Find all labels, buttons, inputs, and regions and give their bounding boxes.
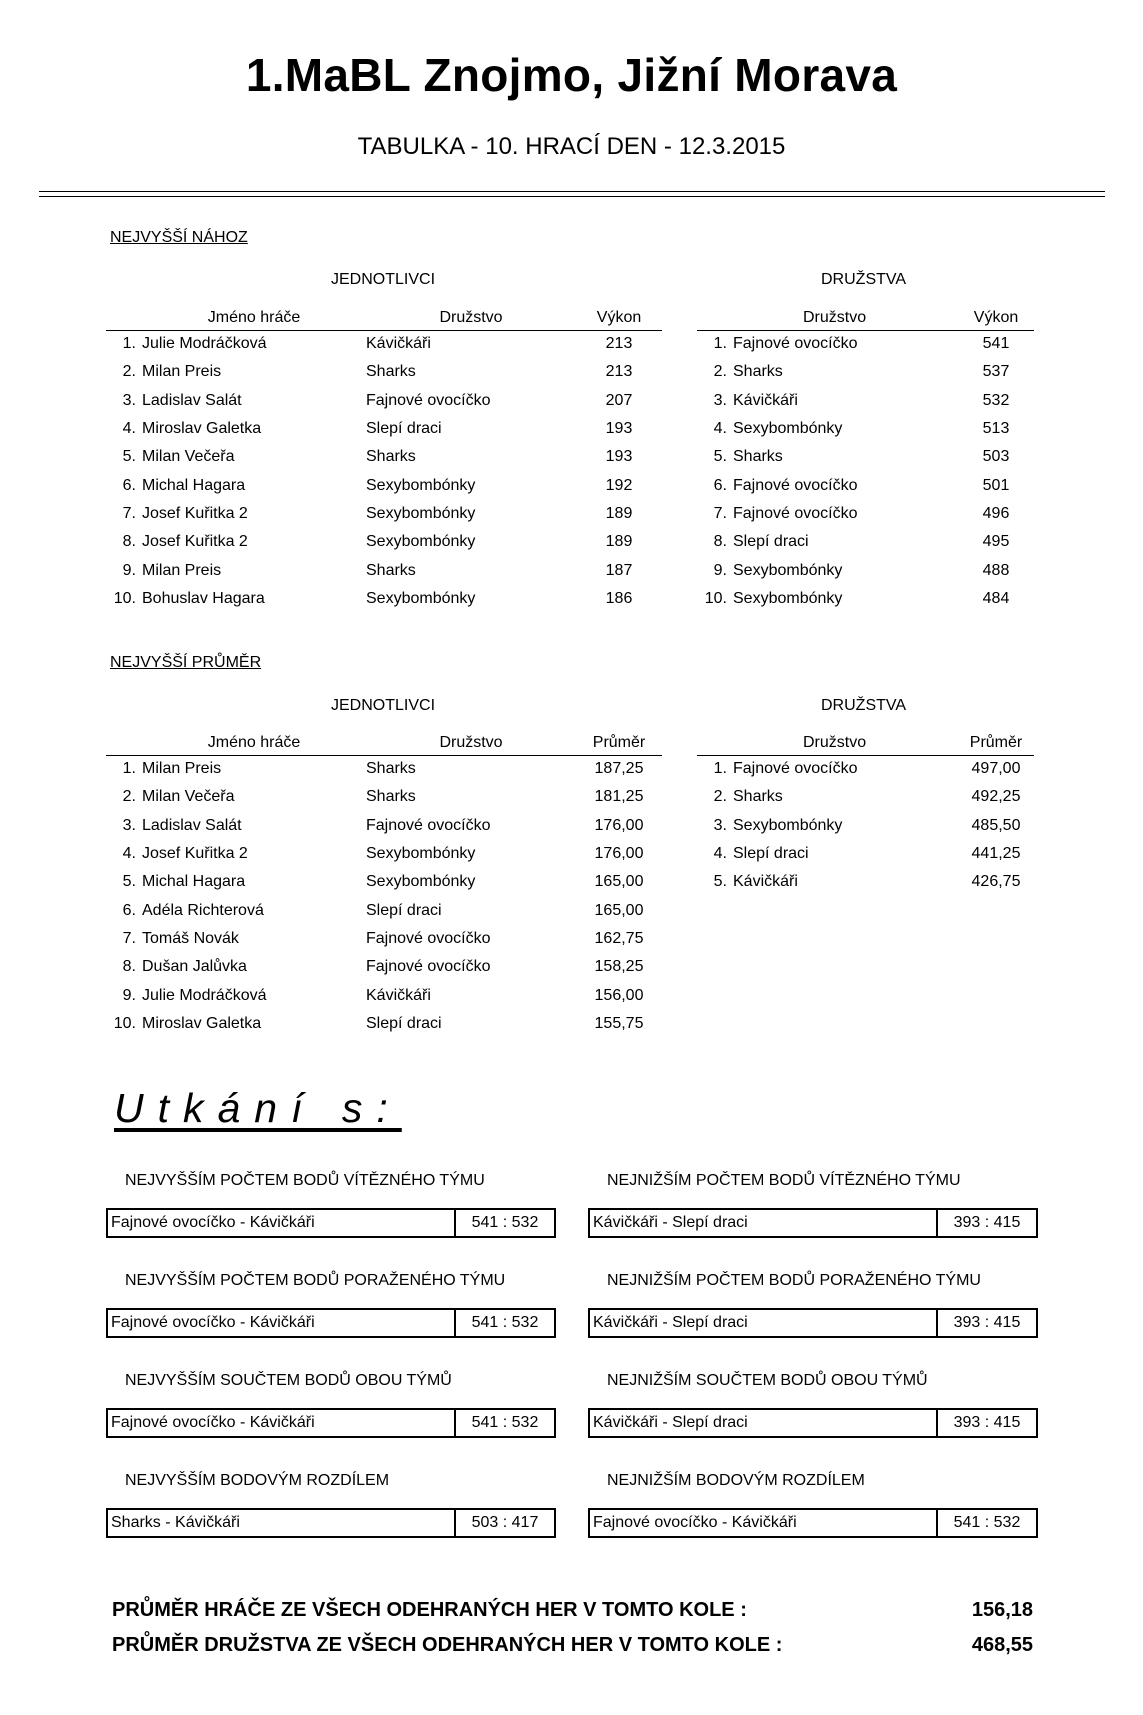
team-name: Fajnové ovocíčko — [366, 816, 491, 834]
score-value: 484 — [982, 589, 1010, 607]
match-teams: Kávičkáři - Slepí draci — [593, 1314, 748, 1331]
match-label: NEJNIŽŠÍM POČTEM BODŮ PORAŽENÉHO TÝMU — [607, 1272, 981, 1289]
score-value: 176,00 — [594, 816, 644, 834]
team-name: Sharks — [366, 788, 416, 806]
nahoz-teams-heading: DRUŽSTVA — [821, 271, 907, 288]
table-row — [106, 981, 662, 1009]
player-name: Tomáš Novák — [142, 929, 239, 947]
player-name: Milan Večeřa — [142, 788, 235, 806]
rank-position: 1. — [122, 760, 136, 778]
rank-position: 5. — [713, 873, 727, 891]
rank-position: 9. — [713, 561, 727, 579]
match-score: 541 : 532 — [454, 1210, 554, 1236]
table-row — [106, 330, 662, 358]
player-name: Ladislav Salát — [142, 391, 242, 409]
table-row — [697, 500, 1034, 528]
score-value: 213 — [605, 335, 633, 353]
score-value: 193 — [605, 448, 633, 466]
player-name: Dušan Jalůvka — [142, 958, 247, 976]
prumer-individuals-heading: JEDNOTLIVCI — [331, 697, 436, 714]
player-name: Ladislav Salát — [142, 816, 242, 834]
rank-position: 1. — [713, 335, 727, 353]
player-name: Michal Hagara — [142, 873, 246, 891]
rank-position: 8. — [713, 533, 727, 551]
score-value: 213 — [605, 363, 633, 381]
prumer-individuals-body — [106, 755, 662, 1038]
team-name: Fajnové ovocíčko — [733, 476, 858, 494]
team-name: Sexybombónky — [733, 589, 843, 607]
rank-position: 4. — [122, 845, 136, 863]
player-name: Josef Kuřitka 2 — [142, 504, 248, 522]
match-teams: Sharks - Kávičkáři — [111, 1514, 240, 1531]
score-value: 207 — [605, 391, 633, 409]
match-result-box — [588, 1508, 1038, 1538]
nahoz-heading: NEJVYŠŠÍ NÁHOZ — [110, 229, 248, 246]
match-teams: Kávičkáři - Slepí draci — [593, 1214, 748, 1231]
match-result-box — [106, 1308, 556, 1338]
match-result-box — [106, 1408, 556, 1438]
player-average-value: 156,18 — [971, 1599, 1033, 1621]
player-name: Josef Kuřitka 2 — [142, 533, 248, 551]
table-row — [697, 755, 1034, 783]
score-value: 532 — [982, 391, 1010, 409]
match-result-box — [106, 1208, 556, 1238]
team-name: Slepí draci — [366, 420, 442, 438]
team-name: Slepí draci — [366, 1014, 442, 1032]
player-name: Miroslav Galetka — [142, 1014, 262, 1032]
table-row — [697, 415, 1034, 443]
team-name: Sexybombónky — [366, 845, 476, 863]
table-row — [697, 556, 1034, 584]
header-rule-bottom — [39, 196, 1105, 197]
team-name: Sexybombónky — [366, 873, 476, 891]
score-value: 186 — [605, 589, 633, 607]
rank-position: 9. — [122, 986, 136, 1004]
team-average-label: PRŮMĚR DRUŽSTVA ZE VŠECH ODEHRANÝCH HER V TOMTO KOLE : — [112, 1634, 783, 1656]
rank-position: 7. — [122, 504, 136, 522]
rank-position: 2. — [122, 788, 136, 806]
match-teams: Fajnové ovocíčko - Kávičkáři — [593, 1514, 797, 1531]
rank-position: 10. — [704, 589, 727, 607]
team-name: Kávičkáři — [366, 986, 431, 1004]
score-value: 426,75 — [971, 873, 1021, 891]
rank-position: 3. — [713, 816, 727, 834]
score-value: 193 — [605, 420, 633, 438]
table-row — [106, 896, 662, 924]
table-row — [106, 585, 662, 613]
table-row — [697, 330, 1034, 358]
team-name: Sexybombónky — [733, 816, 843, 834]
score-value: 503 — [982, 448, 1010, 466]
player-name: Michal Hagara — [142, 476, 246, 494]
score-value: 165,00 — [594, 873, 644, 891]
prumer-individuals-table — [106, 727, 662, 1038]
team-name: Sexybombónky — [366, 589, 476, 607]
table-row — [697, 471, 1034, 499]
match-score: 541 : 532 — [454, 1310, 554, 1336]
team-name: Sexybombónky — [366, 533, 476, 551]
player-name: Miroslav Galetka — [142, 420, 262, 438]
team-name: Sexybombónky — [733, 561, 843, 579]
team-name: Fajnové ovocíčko — [733, 760, 858, 778]
match-score: 503 : 417 — [454, 1510, 554, 1536]
table-row — [106, 387, 662, 415]
page-subtitle: TABULKA - 10. HRACÍ DEN - 12.3.2015 — [357, 133, 786, 160]
score-value: 513 — [982, 420, 1010, 438]
rank-position: 8. — [122, 533, 136, 551]
table-row — [106, 528, 662, 556]
rank-position: 5. — [122, 448, 136, 466]
team-name: Kávičkáři — [366, 335, 431, 353]
team-name: Sharks — [366, 561, 416, 579]
team-name: Fajnové ovocíčko — [366, 391, 491, 409]
match-label: NEJNIŽŠÍM SOUČTEM BODŮ OBOU TÝMŮ — [607, 1372, 928, 1389]
nahoz-individuals-heading: JEDNOTLIVCI — [331, 271, 436, 288]
header-rule-top — [39, 191, 1105, 192]
table-row — [697, 840, 1034, 868]
match-label: NEJVYŠŠÍM BODOVÝM ROZDÍLEM — [125, 1472, 390, 1489]
match-score: 393 : 415 — [936, 1310, 1036, 1336]
match-teams: Kávičkáři - Slepí draci — [593, 1414, 748, 1431]
match-result-box — [588, 1408, 1038, 1438]
table-row — [106, 415, 662, 443]
score-value: 189 — [605, 533, 633, 551]
rank-position: 5. — [122, 873, 136, 891]
score-value: 492,25 — [971, 788, 1021, 806]
score-value: 541 — [982, 335, 1010, 353]
team-name: Fajnové ovocíčko — [366, 958, 491, 976]
table-row — [697, 443, 1034, 471]
nahoz-teams-body — [697, 330, 1034, 613]
match-label: NEJNIŽŠÍM POČTEM BODŮ VÍTĚZNÉHO TÝMU — [607, 1172, 961, 1189]
column-header-value: Průměr — [576, 727, 662, 755]
team-name: Sexybombónky — [366, 504, 476, 522]
team-name: Sharks — [733, 788, 783, 806]
table-row — [697, 528, 1034, 556]
score-value: 537 — [982, 363, 1010, 381]
rank-position: 6. — [713, 476, 727, 494]
player-name: Milan Preis — [142, 760, 222, 778]
team-name: Sharks — [733, 363, 783, 381]
score-value: 501 — [982, 476, 1010, 494]
team-name: Sharks — [733, 448, 783, 466]
score-value: 187 — [605, 561, 633, 579]
rank-position: 2. — [713, 363, 727, 381]
team-name: Sexybombónky — [733, 420, 843, 438]
score-value: 189 — [605, 504, 633, 522]
team-name: Sharks — [366, 363, 416, 381]
rank-position: 6. — [122, 476, 136, 494]
table-row — [106, 925, 662, 953]
table-row — [106, 1010, 662, 1038]
score-value: 162,75 — [594, 929, 644, 947]
table-row — [106, 500, 662, 528]
player-average-label: PRŮMĚR HRÁČE ZE VŠECH ODEHRANÝCH HER V TOMTO KOLE : — [112, 1599, 747, 1621]
team-average-value: 468,55 — [971, 1634, 1033, 1656]
score-value: 155,75 — [594, 1014, 644, 1032]
team-name: Fajnové ovocíčko — [366, 929, 491, 947]
score-value: 165,00 — [594, 901, 644, 919]
score-value: 485,50 — [971, 816, 1021, 834]
rank-position: 7. — [713, 504, 727, 522]
match-teams: Fajnové ovocíčko - Kávičkáři — [111, 1314, 315, 1331]
rank-position: 1. — [122, 335, 136, 353]
player-name: Milan Večeřa — [142, 448, 235, 466]
team-name: Kávičkáři — [733, 391, 798, 409]
column-header-value: Výkon — [576, 302, 662, 330]
rank-position: 9. — [122, 561, 136, 579]
nahoz-teams-table — [697, 302, 1034, 613]
match-score: 541 : 532 — [936, 1510, 1036, 1536]
rank-position: 5. — [713, 448, 727, 466]
team-name: Slepí draci — [733, 533, 809, 551]
column-header-value: Průměr — [958, 727, 1034, 755]
match-teams: Fajnové ovocíčko - Kávičkáři — [111, 1214, 315, 1231]
player-name: Milan Preis — [142, 561, 222, 579]
table-row — [106, 812, 662, 840]
team-name: Slepí draci — [733, 845, 809, 863]
table-row — [106, 755, 662, 783]
score-value: 496 — [982, 504, 1010, 522]
page-title: 1.MaBL Znojmo, Jižní Morava — [245, 49, 898, 101]
table-row — [697, 358, 1034, 386]
column-header-player: Jméno hráče — [142, 302, 366, 330]
column-header-team: Družstvo — [733, 727, 958, 755]
table-row — [697, 387, 1034, 415]
match-score: 393 : 415 — [936, 1410, 1036, 1436]
player-name: Adéla Richterová — [142, 901, 264, 919]
score-value: 497,00 — [971, 760, 1021, 778]
rank-position: 4. — [713, 845, 727, 863]
match-label: NEJVYŠŠÍM POČTEM BODŮ PORAŽENÉHO TÝMU — [125, 1272, 506, 1289]
table-row — [697, 783, 1034, 811]
table-row — [106, 358, 662, 386]
rank-position: 4. — [713, 420, 727, 438]
team-name: Sharks — [366, 760, 416, 778]
rank-position: 3. — [122, 391, 136, 409]
rank-position: 2. — [122, 363, 136, 381]
table-row — [106, 471, 662, 499]
match-result-box — [588, 1208, 1038, 1238]
prumer-teams-body — [697, 755, 1034, 896]
table-row — [697, 585, 1034, 613]
nahoz-individuals-body — [106, 330, 662, 613]
table-row — [106, 953, 662, 981]
player-name: Julie Modráčková — [142, 335, 267, 353]
team-name: Kávičkáři — [733, 873, 798, 891]
prumer-heading: NEJVYŠŠÍ PRŮMĚR — [110, 654, 262, 671]
table-row — [106, 783, 662, 811]
rank-position: 8. — [122, 958, 136, 976]
player-name: Bohuslav Hagara — [142, 589, 265, 607]
rank-position: 2. — [713, 788, 727, 806]
team-name: Fajnové ovocíčko — [733, 335, 858, 353]
rank-position: 6. — [122, 901, 136, 919]
score-value: 156,00 — [594, 986, 644, 1004]
match-score: 541 : 532 — [454, 1410, 554, 1436]
column-header-team: Družstvo — [733, 302, 958, 330]
column-header-team: Družstvo — [366, 302, 576, 330]
score-value: 441,25 — [971, 845, 1021, 863]
table-row — [106, 840, 662, 868]
score-value: 158,25 — [594, 958, 644, 976]
column-header-team: Družstvo — [366, 727, 576, 755]
prumer-teams-table — [697, 727, 1034, 896]
prumer-teams-heading: DRUŽSTVA — [821, 697, 907, 714]
player-name: Milan Preis — [142, 363, 222, 381]
match-result-box — [106, 1508, 556, 1538]
team-name: Sharks — [366, 448, 416, 466]
rank-position: 3. — [713, 391, 727, 409]
match-label: NEJNIŽŠÍM BODOVÝM ROZDÍLEM — [607, 1472, 865, 1489]
match-label: NEJVYŠŠÍM POČTEM BODŮ VÍTĚZNÉHO TÝMU — [125, 1172, 485, 1189]
table-row — [697, 812, 1034, 840]
table-row — [697, 868, 1034, 896]
score-value: 488 — [982, 561, 1010, 579]
nahoz-individuals-table — [106, 302, 662, 613]
column-header-value: Výkon — [958, 302, 1034, 330]
matches-heading: Utkání s: — [114, 1085, 402, 1131]
match-score: 393 : 415 — [936, 1210, 1036, 1236]
player-name: Julie Modráčková — [142, 986, 267, 1004]
rank-position: 7. — [122, 929, 136, 947]
rank-position: 3. — [122, 816, 136, 834]
column-header-player: Jméno hráče — [142, 727, 366, 755]
rank-position: 4. — [122, 420, 136, 438]
table-row — [106, 868, 662, 896]
table-row — [106, 556, 662, 584]
rank-position: 1. — [713, 760, 727, 778]
score-value: 187,25 — [594, 760, 644, 778]
rank-position: 10. — [113, 589, 136, 607]
score-value: 176,00 — [594, 845, 644, 863]
player-name: Josef Kuřitka 2 — [142, 845, 248, 863]
team-name: Sexybombónky — [366, 476, 476, 494]
team-name: Slepí draci — [366, 901, 442, 919]
table-row — [106, 443, 662, 471]
match-teams: Fajnové ovocíčko - Kávičkáři — [111, 1414, 315, 1431]
team-name: Fajnové ovocíčko — [733, 504, 858, 522]
match-result-box — [588, 1308, 1038, 1338]
rank-position: 10. — [113, 1014, 136, 1032]
match-label: NEJVYŠŠÍM SOUČTEM BODŮ OBOU TÝMŮ — [125, 1372, 452, 1389]
score-value: 181,25 — [594, 788, 644, 806]
score-value: 495 — [982, 533, 1010, 551]
score-value: 192 — [605, 476, 633, 494]
